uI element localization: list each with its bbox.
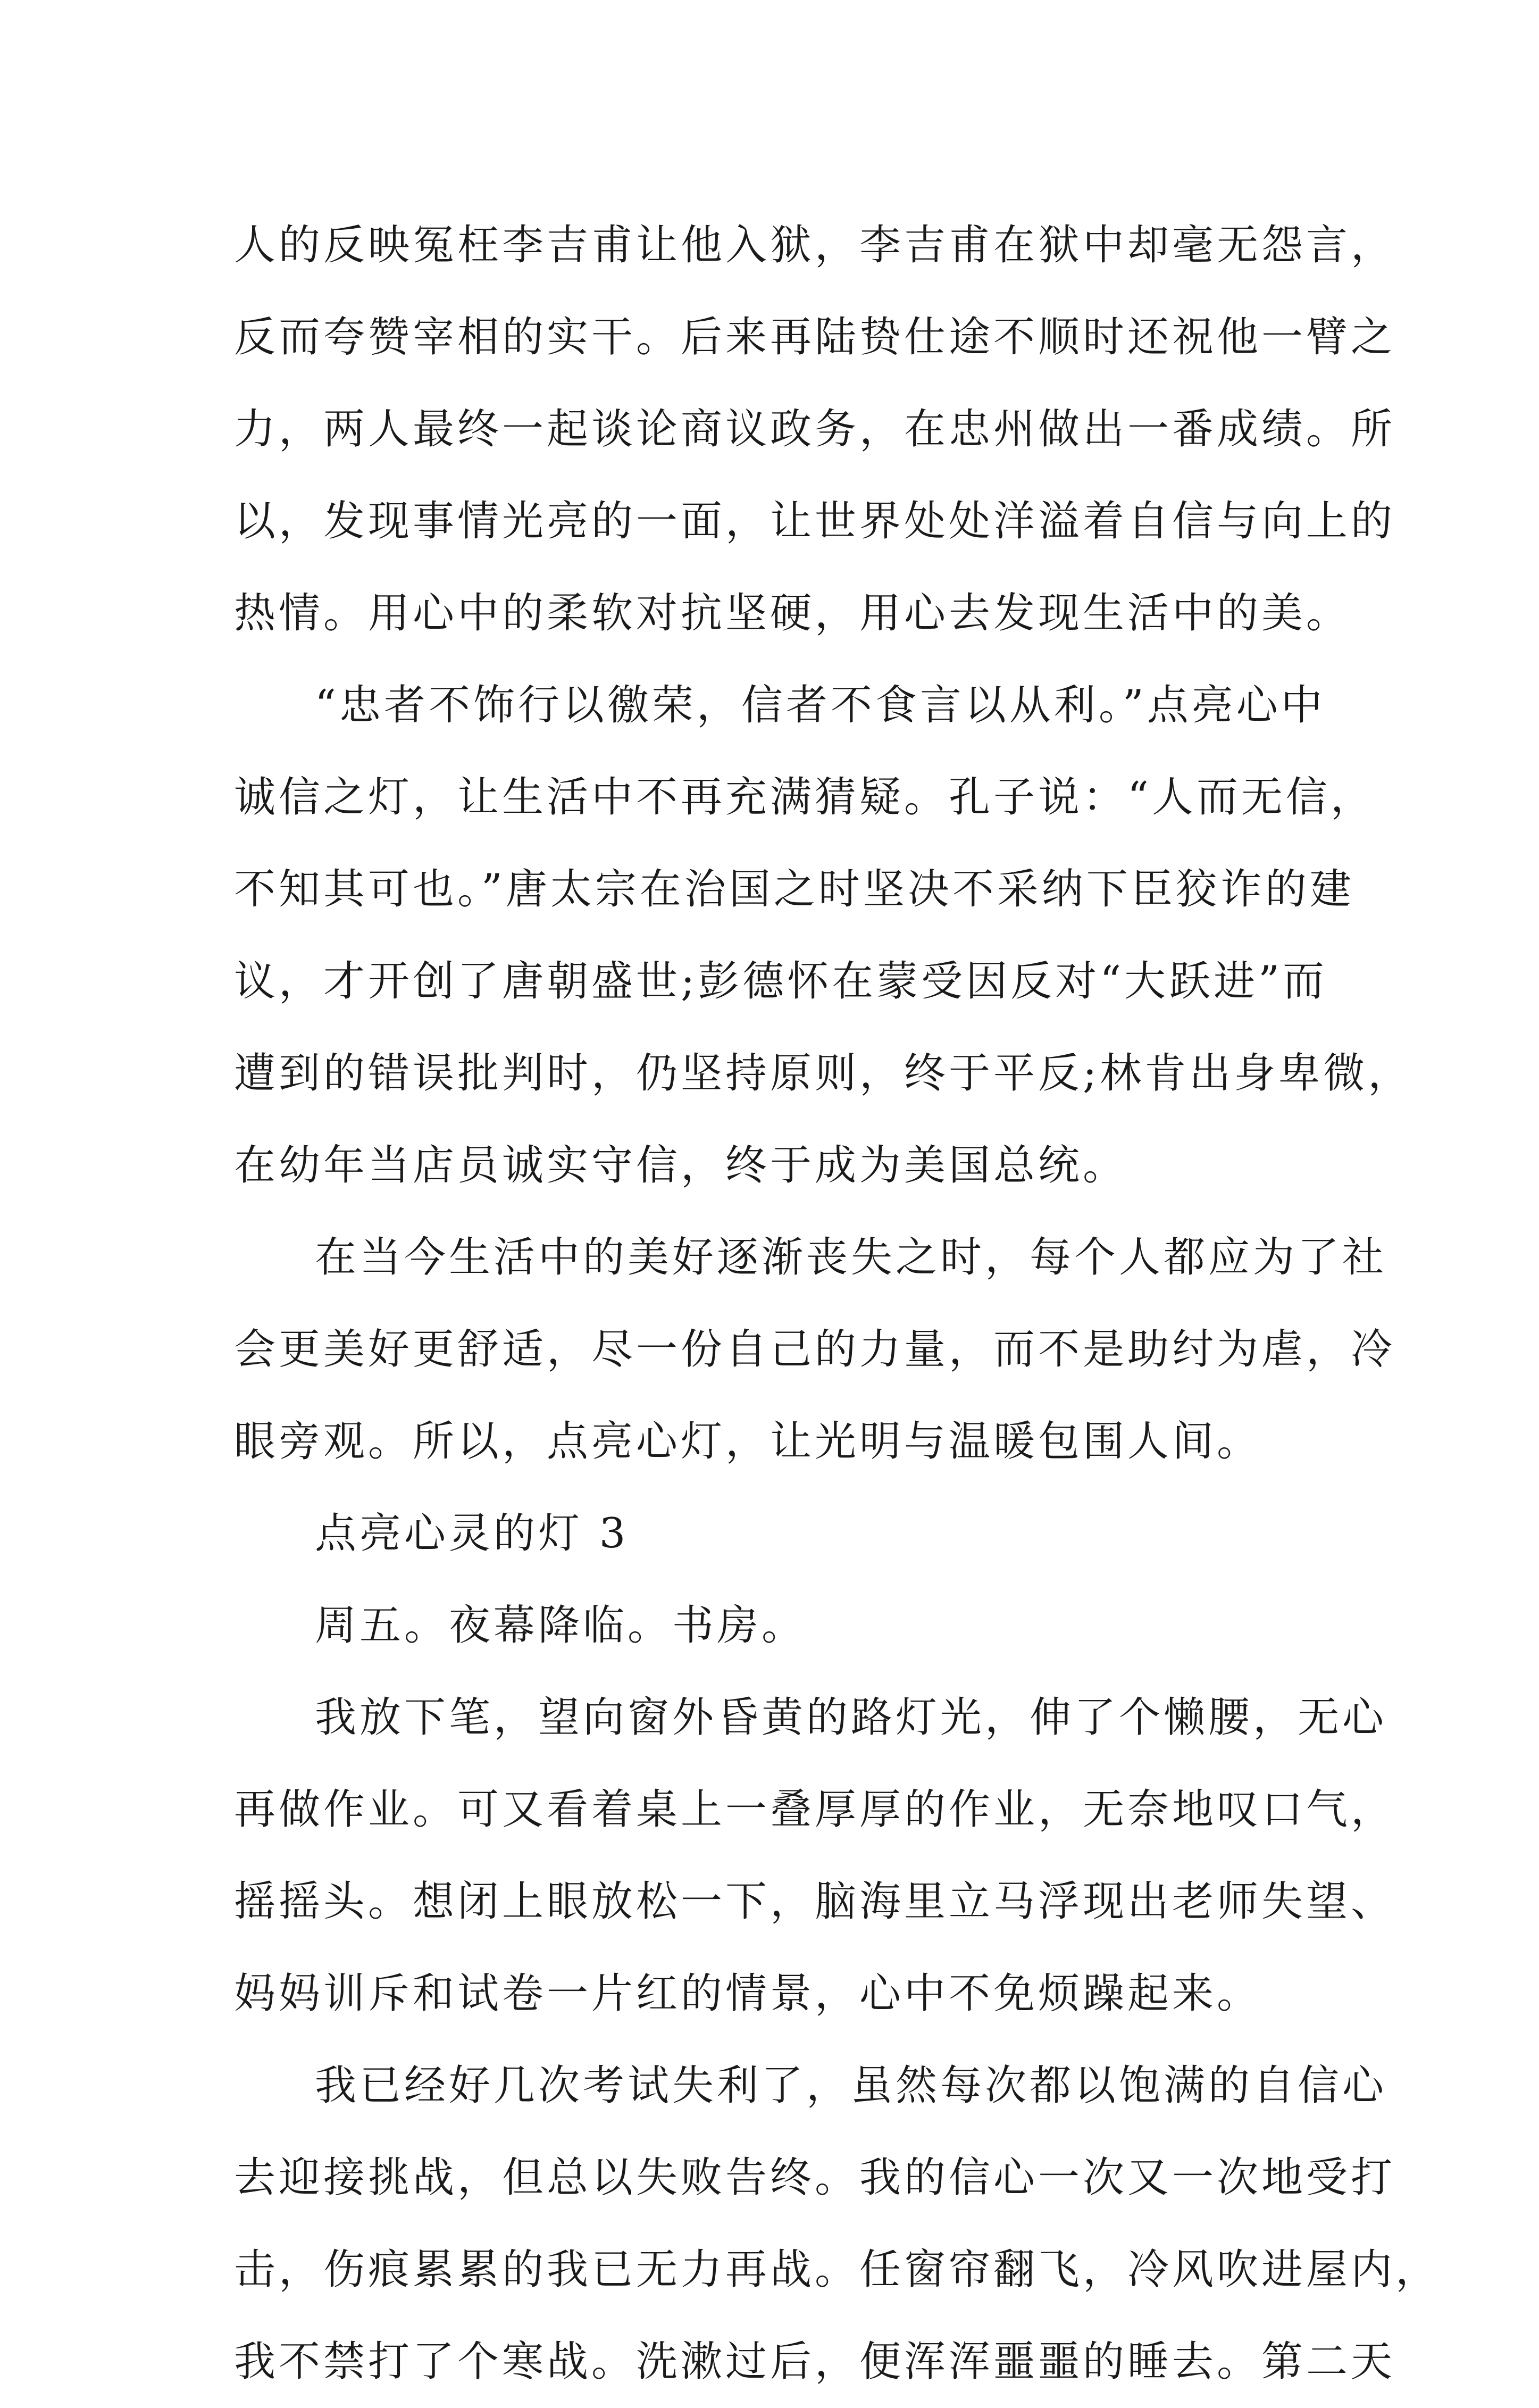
text-line: 在幼年当店员诚实守信，终于成为美国总统。	[234, 1141, 1128, 1189]
text-line: “忠者不饰行以徼荣，信者不食言以从利。”点亮心中	[315, 681, 1326, 729]
text-line: 我放下笔，望向窗外昏黄的路灯光，伸了个懒腰，无心	[315, 1694, 1387, 1742]
text-line: 摇摇头。想闭上眼放松一下，脑海里立马浮现出老师失望、	[234, 1878, 1396, 1926]
text-line: 我已经好几次考试失利了，虽然每次都以饱满的自信心	[315, 2062, 1387, 2110]
text-line: 会更美好更舒适，尽一份自己的力量，而不是助纣为虐，冷	[234, 1326, 1396, 1373]
text-line: 周五。夜幕降临。书房。	[315, 1602, 807, 1649]
body-text	[234, 199, 1441, 2408]
text-line: 去迎接挑战，但总以失败告终。我的信心一次又一次地受打	[234, 2154, 1396, 2202]
text-line: 我不禁打了个寒战。洗漱过后，便浑浑噩噩的睡去。第二天	[234, 2338, 1396, 2386]
text-line: 诚信之灯，让生活中不再充满猜疑。孔子说：“人而无信，	[234, 773, 1375, 821]
text-line: 力，两人最终一起谈论商议政务，在忠州做出一番成绩。所	[234, 405, 1396, 453]
text-line: 以，发现事情光亮的一面，让世界处处洋溢着自信与向上的	[234, 497, 1396, 545]
text-line: 妈妈训斥和试卷一片红的情景，心中不免烦躁起来。	[234, 1970, 1262, 2018]
text-line: 议，才开创了唐朝盛世;彭德怀在蒙受因反对“大跃进”而	[234, 957, 1328, 1005]
text-line: 眼旁观。所以，点亮心灯，让光明与温暖包围人间。	[234, 1418, 1262, 1465]
text-line: 再做作业。可又看着桌上一叠厚厚的作业，无奈地叹口气，	[234, 1786, 1396, 1834]
text-line: 击，伤痕累累的我已无力再战。任窗帘翻飞，冷风吹进屋内，	[234, 2246, 1441, 2294]
text-line: 反而夸赞宰相的实干。后来再陆贽仕途不顺时还祝他一臂之	[234, 313, 1396, 361]
text-line: 在当今生活中的美好逐渐丧失之时，每个人都应为了社	[315, 1234, 1387, 1281]
text-line: 人的反映冤枉李吉甫让他入狱，李吉甫在狱中却毫无怨言，	[234, 221, 1396, 269]
text-line: 点亮心灵的灯 3	[315, 1510, 629, 1557]
text-line: 遭到的错误批判时，仍坚持原则，终于平反;林肯出身卑微，	[234, 1049, 1413, 1097]
text-line: 不知其可也。”唐太宗在治国之时坚决不采纳下臣狡诈的建	[234, 865, 1354, 913]
text-line: 热情。用心中的柔软对抗坚硬，用心去发现生活中的美。	[234, 589, 1351, 637]
